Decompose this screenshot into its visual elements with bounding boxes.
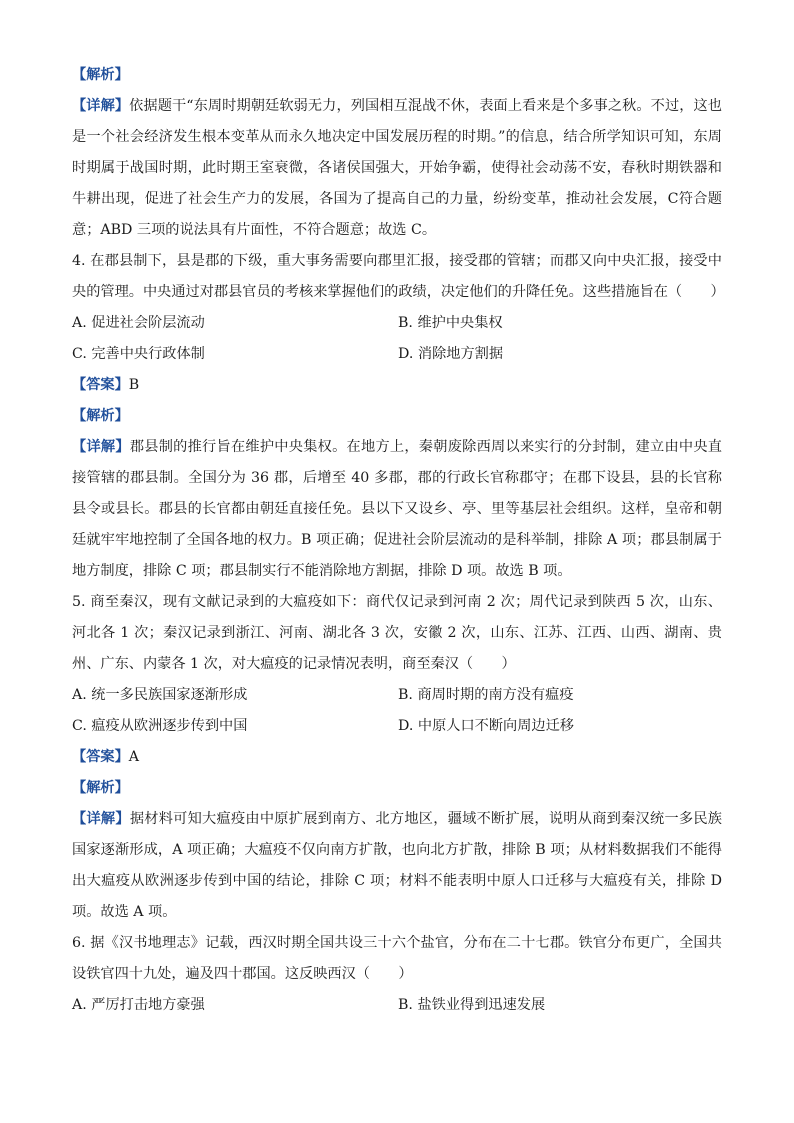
- detail-label: 【详解】: [72, 811, 130, 827]
- question-4-options-row-2: [72, 339, 722, 370]
- q4-detail-paragraph: [72, 432, 722, 587]
- analysis-label: 【解析】: [72, 67, 129, 83]
- question-5-options-row-1: [72, 680, 722, 711]
- q5-answer: [72, 742, 722, 773]
- question-4-options-row-1: [72, 308, 722, 339]
- q5-detail-paragraph: [72, 804, 722, 928]
- q4-answer: [72, 370, 722, 401]
- q5-option-b: B. 商周时期的南方没有瘟疫: [398, 687, 574, 703]
- q6-option-b: B. 盐铁业得到迅速发展: [398, 997, 546, 1013]
- q5-analysis-label: 【解析】: [72, 780, 129, 796]
- q5-option-c: C. 瘟疫从欧洲逐步传到中国: [72, 718, 248, 734]
- question-6-options-row-1: [72, 990, 722, 1021]
- q5-option-d: D. 中原人口不断向周边迁移: [398, 718, 574, 734]
- detail-text: 依据题干“东周时期朝廷软弱无力，列国相互混战不休，表面上看来是个多事之秋。不过，这也是一个社会经济发生根本变革从而永久地决定中国发展历程的时期。”的信息，结合所学知识可知，东周时期属于战国时期，此时期王室衰微，各诸侯国强大，开始争霸，使得社会动荡不安，春秋时期铁器和牛耕出现，促进了社会生产力的发展，各国为了提高自己的力量，纷纷变革，推动社会发展，C符合题意；ABD 三项的说法具有片面性，不符合题意；故选 C。: [72, 98, 722, 238]
- detail-text: 郡县制的推行旨在维护中央集权。在地方上，秦朝废除西周以来实行的分封制，建立由中央直接管辖的郡县制。全国分为 36 郡，后增至 40 多郡，郡的行政长官称郡守；在郡下设县，县的长官称县令或县长。郡县的长官都由朝廷直接任免。县以下又设乡、亭、里等基层社会组织。这样，皇帝和朝廷就牢牢地控制了全国各地的权力。B 项正确；促进社会阶层流动的是科举制，排除 A 项；郡县制属于地方制度，排除 C 项；郡县制实行不能消除地方割据，排除 D 项。故选 B 项。: [72, 439, 722, 579]
- answer-label: 【答案】: [72, 749, 129, 765]
- question-5-stem: 5. 商至秦汉，现有文献记录到的大瘟疫如下：商代仅记录到河南 2 次；周代记录到陕西 5 次，山东、河北各 1 次；秦汉记录到浙江、河南、湖北各 3 次，安徽 2 次，山东、江苏、江西、山西、湖南、贵州、广东、内蒙各 1 次，对大瘟疫的记录情况表明，商至秦汉（ ）: [72, 594, 722, 672]
- answer-value: B: [128, 377, 140, 393]
- detail-text: 据材料可知大瘟疫由中原扩展到南方、北方地区，疆域不断扩展，说明从商到秦汉统一多民族国家逐渐形成，A 项正确；大瘟疫不仅向南方扩散，也向北方扩散，排除 B 项；从材料数据我们不能得出大瘟疫从欧洲逐步传到中国的结论，排除 C 项；材料不能表明中原人口迁移与大瘟疫有关，排除 D 项。故选 A 项。: [72, 811, 722, 920]
- q4-option-a: A. 促进社会阶层流动: [72, 315, 205, 331]
- question-4-stem: 4. 在郡县制下，县是郡的下级，重大事务需要向郡里汇报，接受郡的管辖；而郡又向中央汇报，接受中央的管理。中央通过对郡县官员的考核来掌握他们的政绩，决定他们的升降任免。这些措施旨在（ ）: [72, 253, 725, 300]
- detail-paragraph: [72, 91, 722, 246]
- q5-option-a: A. 统一多民族国家逐渐形成: [72, 687, 248, 703]
- detail-label: 【详解】: [72, 98, 130, 114]
- q4-option-d: D. 消除地方割据: [398, 346, 504, 362]
- q4-option-c: C. 完善中央行政体制: [72, 346, 205, 362]
- document-page: [72, 60, 725, 1021]
- answer-label: 【答案】: [72, 377, 129, 393]
- q4-option-b: B. 维护中央集权: [398, 315, 503, 331]
- answer-value: A: [128, 749, 140, 765]
- q6-option-a: A. 严厉打击地方豪强: [72, 997, 205, 1013]
- question-5-options-row-2: [72, 711, 722, 742]
- question-6-stem: 6. 据《汉书地理志》记载，西汉时期全国共设三十六个盐官，分布在二十七郡。铁官分布更广，全国共设铁官四十九处，遍及四十郡国。这反映西汉（ ）: [72, 935, 722, 982]
- q4-analysis-label: 【解析】: [72, 408, 129, 424]
- detail-label: 【详解】: [72, 439, 130, 455]
